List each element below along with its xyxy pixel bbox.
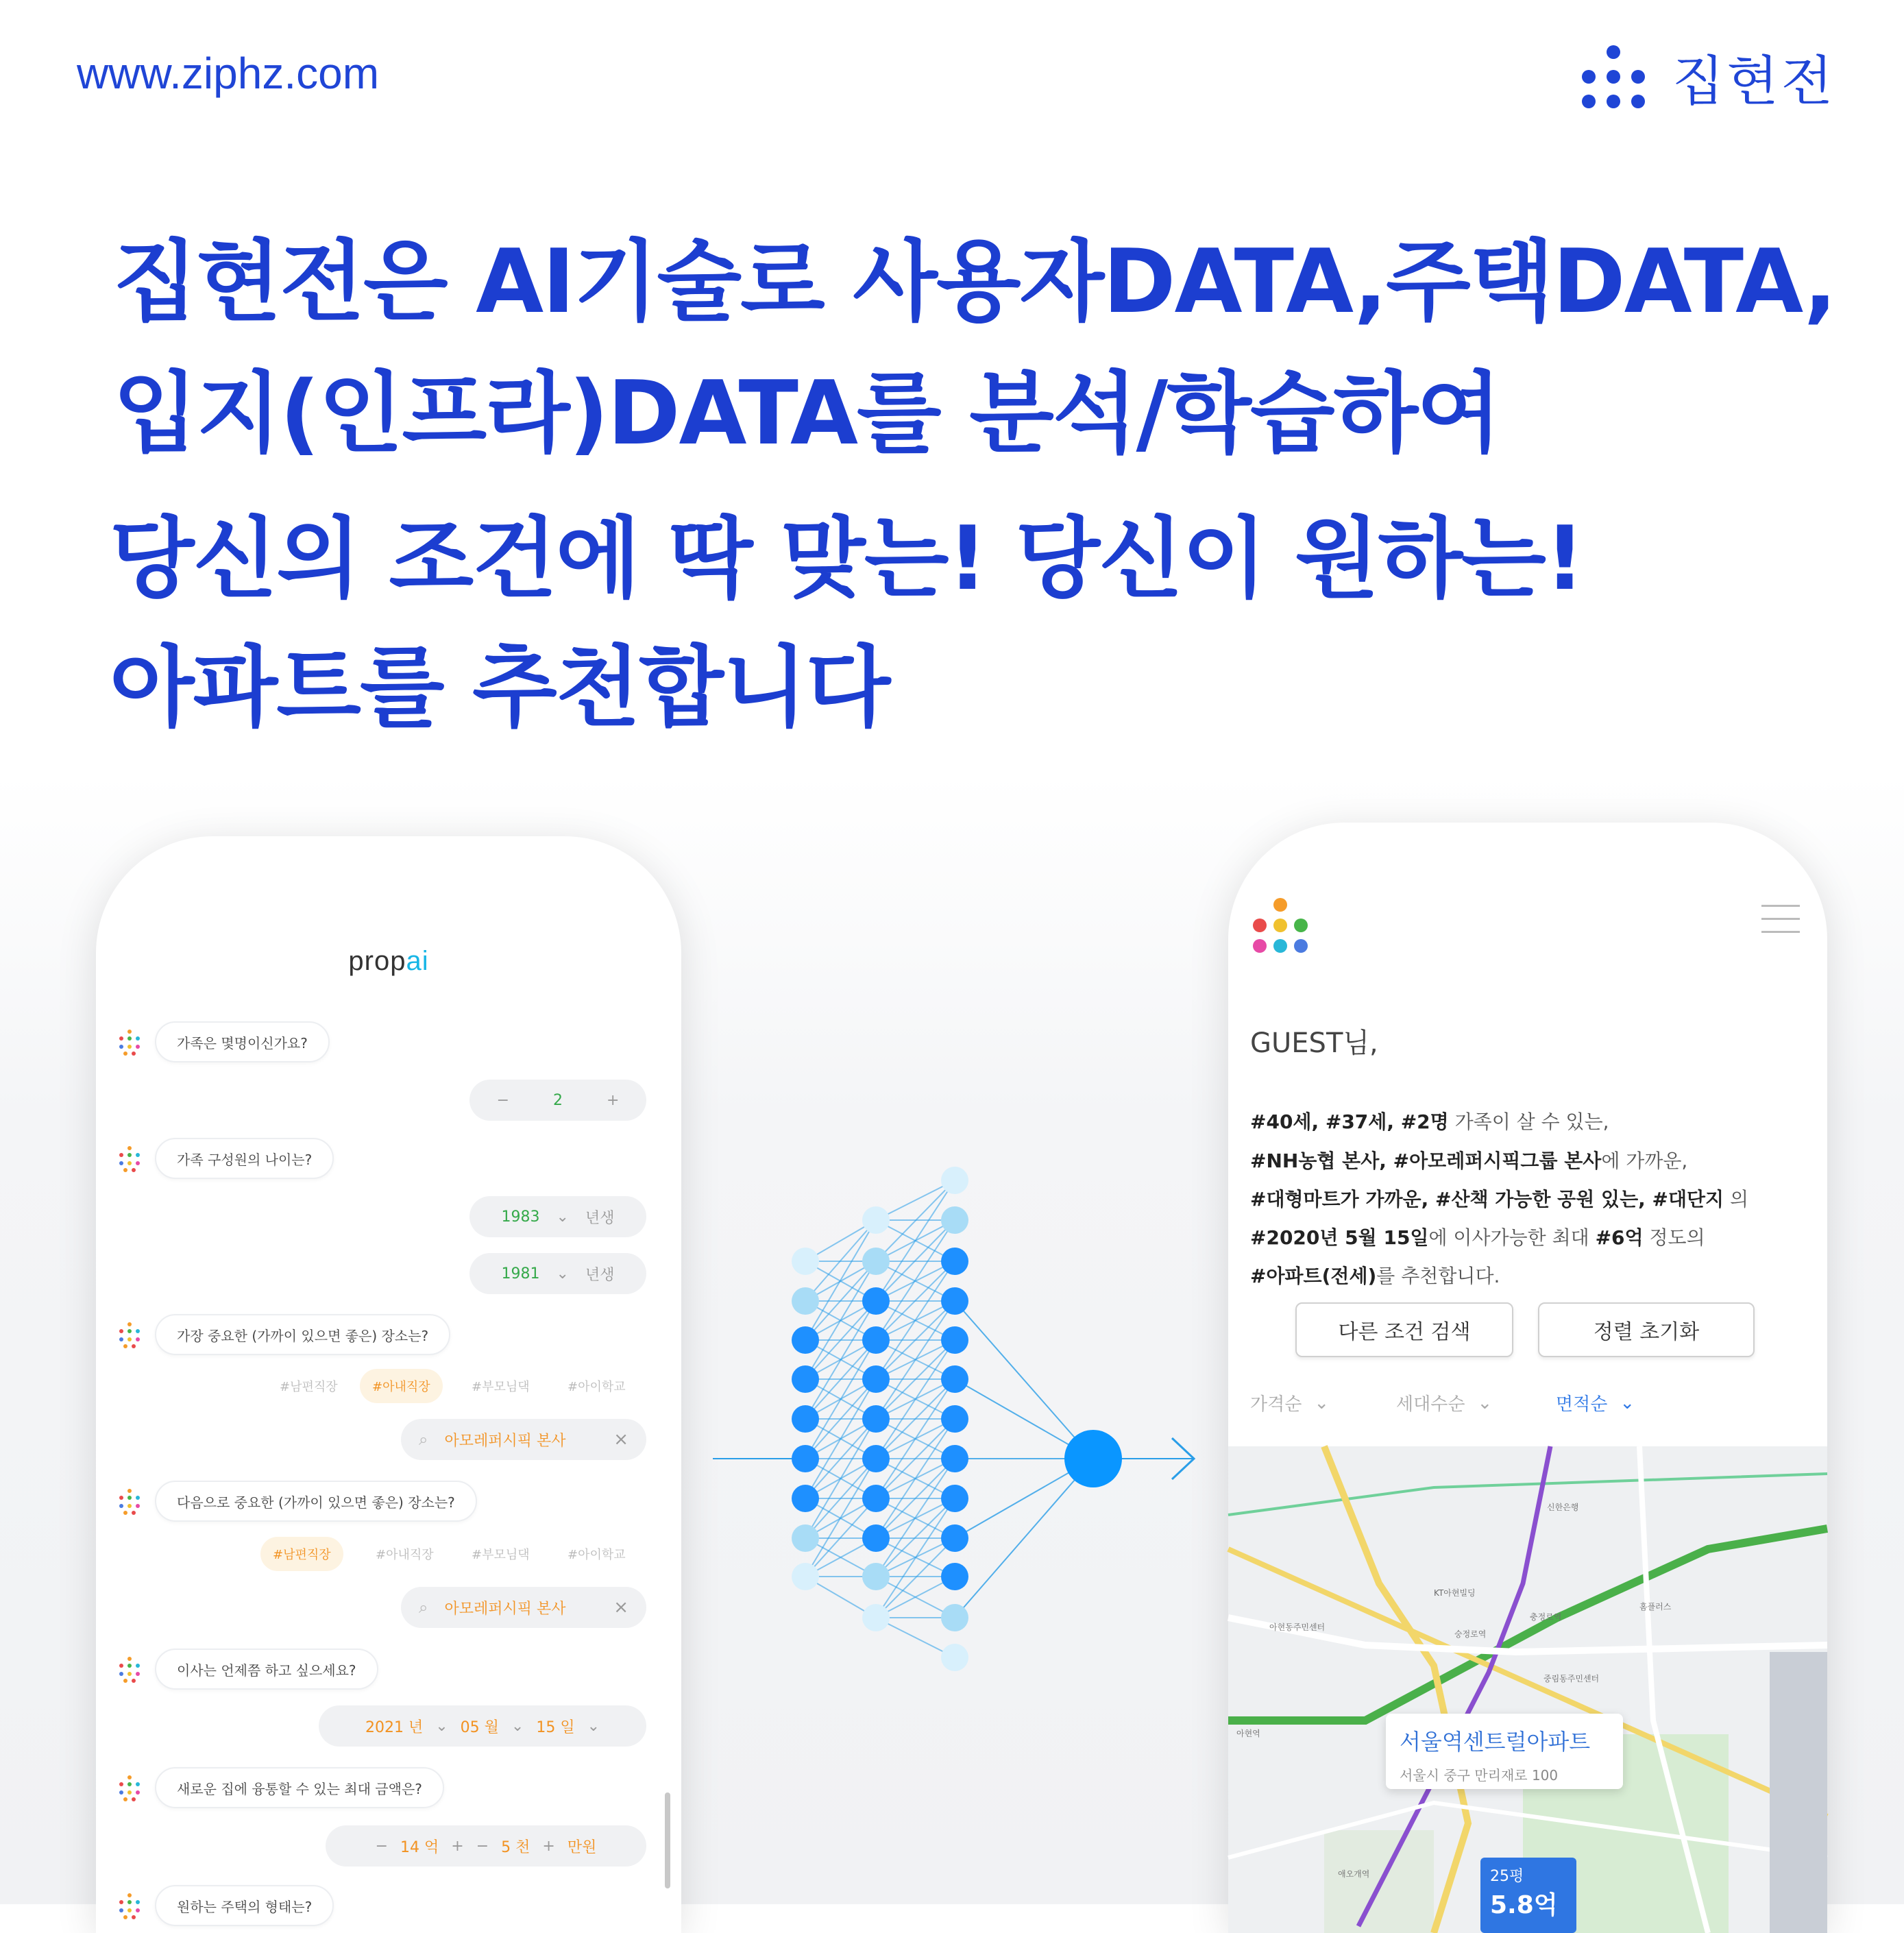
chevron-down-icon: ⌄ — [1477, 1392, 1493, 1413]
bot-icon — [117, 1892, 144, 1919]
tag-parents-home[interactable]: #부모님댁 — [472, 1380, 530, 1394]
sort-area[interactable]: 면적순 ⌄ — [1556, 1392, 1635, 1415]
bot-icon — [117, 1028, 144, 1056]
brand-name: 집현전 — [1672, 51, 1835, 112]
map-label: 충정로역 — [1530, 1612, 1562, 1622]
network-node — [792, 1287, 819, 1315]
tag-wife-work[interactable]: #아내직장 — [376, 1548, 434, 1562]
chevron-down-icon: ⌄ — [511, 1717, 524, 1735]
output-node — [1064, 1430, 1122, 1487]
network-node — [792, 1365, 819, 1393]
network-node — [862, 1248, 890, 1275]
network-node — [862, 1405, 890, 1433]
headline-line-1: 집현전은 AI기술로 사용자DATA,주택DATA, — [113, 231, 1836, 333]
dots-logo-icon — [1579, 42, 1655, 111]
sort-households[interactable]: 세대수순 ⌄ — [1396, 1392, 1493, 1415]
app-logo-icon — [1253, 898, 1308, 953]
chevron-down-icon: ⌄ — [587, 1717, 600, 1735]
bot-icon — [117, 1487, 144, 1515]
map-label: 아현동주민센터 — [1269, 1622, 1326, 1632]
network-node — [792, 1248, 819, 1275]
bot-icon — [117, 1655, 144, 1683]
apartment-info-card[interactable] — [1386, 1714, 1623, 1789]
greeting: GUEST님, — [1250, 1028, 1378, 1059]
chevron-down-icon: ⌄ — [556, 1265, 569, 1282]
chat-question: 가족 구성원의 나이는? — [117, 1138, 334, 1179]
reset-sort-button[interactable]: 정렬 초기화 — [1538, 1302, 1755, 1357]
neural-network-diagram — [713, 1062, 1206, 1611]
place-search-1[interactable]: ⌕ 아모레퍼시픽 본사 × — [401, 1419, 646, 1460]
network-node — [941, 1167, 968, 1194]
menu-icon[interactable] — [1761, 905, 1800, 944]
network-node — [862, 1365, 890, 1393]
apartment-name: 서울역센트럴아파트 — [1400, 1729, 1591, 1755]
family-count-stepper[interactable] — [469, 1080, 646, 1121]
move-date-select[interactable]: 2021 년 ⌄ 05 월 ⌄ 15 일 ⌄ — [319, 1705, 646, 1747]
tag-husband-work[interactable]: #남편직장 — [280, 1380, 338, 1394]
other-condition-search-button[interactable]: 다른 조건 검색 — [1295, 1302, 1513, 1357]
chat-question: 가족은 몇명이신가요? — [117, 1021, 330, 1062]
network-node — [862, 1563, 890, 1590]
rec-line: #2020년 5월 15일에 이사가능한 최대 #6억 정도의 — [1250, 1226, 1705, 1249]
network-node — [862, 1485, 890, 1512]
budget-stepper[interactable]: − 14 억 + − 5 천 + 만원 — [326, 1825, 646, 1867]
network-node — [862, 1287, 890, 1315]
map-label: KT아현빌딩 — [1434, 1588, 1476, 1598]
chevron-down-icon: ⌄ — [435, 1717, 448, 1735]
brand-logo — [1579, 38, 1835, 115]
tag-child-school[interactable]: #아이학교 — [567, 1380, 626, 1394]
map-label: 애오개역 — [1338, 1869, 1370, 1879]
age-select-2[interactable]: 1981 ⌄ 년생 — [469, 1253, 646, 1294]
plus-icon[interactable]: + — [542, 1837, 555, 1855]
bot-icon — [117, 1145, 144, 1172]
network-node — [941, 1445, 968, 1472]
network-node — [862, 1604, 890, 1631]
map-label: 홈플러스 — [1639, 1602, 1672, 1612]
bot-icon — [117, 1321, 144, 1348]
close-icon[interactable]: × — [613, 1597, 628, 1618]
sort-price[interactable]: 가격순 ⌄ — [1250, 1392, 1330, 1415]
network-node — [862, 1326, 890, 1354]
rec-line: #NH농협 본사, #아모레퍼시픽그룹 본사에 가까운, — [1250, 1150, 1688, 1172]
map-label: 중림동주민센터 — [1543, 1674, 1600, 1683]
minus-icon[interactable]: − — [476, 1837, 489, 1855]
tag-husband-work[interactable]: #남편직장 — [260, 1537, 343, 1571]
network-node — [862, 1206, 890, 1234]
chat-scrollbar[interactable] — [665, 1792, 670, 1888]
network-node — [941, 1405, 968, 1433]
search-icon: ⌕ — [419, 1598, 428, 1617]
price-marker[interactable]: 25평 5.8억 — [1480, 1858, 1576, 1933]
network-node — [941, 1248, 968, 1275]
chevron-down-icon: ⌄ — [1314, 1392, 1330, 1413]
chevron-down-icon: ⌄ — [556, 1208, 569, 1226]
propai-logo: propai — [348, 946, 429, 976]
minus-icon[interactable]: − — [496, 1091, 509, 1109]
map-label: 숭정로역 — [1454, 1629, 1487, 1639]
tag-wife-work[interactable]: #아내직장 — [360, 1369, 443, 1403]
network-node — [862, 1524, 890, 1552]
result-phone — [1228, 823, 1827, 1933]
network-node — [792, 1326, 819, 1354]
close-icon[interactable]: × — [613, 1429, 628, 1450]
headline-line-3: 당신의 조건에 딱 맞는! 당신이 원하는! — [110, 508, 1584, 610]
network-node — [941, 1563, 968, 1590]
place-search-2[interactable]: ⌕ 아모레퍼시픽 본사 × — [401, 1587, 646, 1628]
network-node — [862, 1445, 890, 1472]
headline-line-2: 입지(인프라)DATA를 분석/학습하여 — [113, 363, 1500, 465]
network-node — [792, 1445, 819, 1472]
headline-line-4: 아파트를 추천합니다 — [110, 637, 890, 739]
network-node — [941, 1604, 968, 1631]
age-select-1[interactable]: 1983 ⌄ 년생 — [469, 1196, 646, 1237]
chat-question: 원하는 주택의 형태는? — [117, 1885, 334, 1926]
apartment-address: 서울시 중구 만리재로 100 — [1400, 1767, 1559, 1784]
minus-icon[interactable]: − — [375, 1837, 389, 1855]
network-node — [941, 1644, 968, 1671]
network-node — [941, 1206, 968, 1234]
network-node — [792, 1485, 819, 1512]
site-url[interactable]: www.ziphz.com — [77, 49, 379, 98]
network-node — [941, 1524, 968, 1552]
map-label: 아현역 — [1236, 1729, 1260, 1738]
bot-icon — [117, 1774, 144, 1801]
network-node — [941, 1326, 968, 1354]
chat-question: 새로운 집에 융통할 수 있는 최대 금액은? — [117, 1767, 444, 1808]
network-node — [941, 1365, 968, 1393]
family-count-value: 2 — [553, 1091, 563, 1109]
network-node — [792, 1524, 819, 1552]
network-node — [792, 1405, 819, 1433]
chevron-down-icon: ⌄ — [1620, 1392, 1635, 1413]
tag-parents-home[interactable]: #부모님댁 — [472, 1548, 530, 1562]
chat-question: 이사는 언제쯤 하고 싶으세요? — [117, 1649, 378, 1690]
map-label: 신한은행 — [1547, 1503, 1579, 1512]
showcase-scene — [0, 775, 1904, 1919]
chat-question: 다음으로 중요한 (가까이 있으면 좋은) 장소는? — [117, 1481, 477, 1522]
network-node — [941, 1287, 968, 1315]
network-node — [792, 1563, 819, 1590]
rec-line: #대형마트가 가까운, #산책 가능한 공원 있는, #대단지 의 — [1250, 1188, 1749, 1211]
rec-line: #40세, #37세, #2명 가족이 살 수 있는, — [1250, 1110, 1609, 1133]
network-node — [941, 1485, 968, 1512]
map-view[interactable] — [1228, 1446, 1827, 1933]
rec-line: #아파트(전세)를 추천합니다. — [1250, 1265, 1500, 1287]
chat-question: 가장 중요한 (가까이 있으면 좋은) 장소는? — [117, 1314, 450, 1355]
search-icon: ⌕ — [419, 1430, 428, 1449]
chat-phone — [96, 836, 681, 1933]
plus-icon[interactable]: + — [451, 1837, 464, 1855]
tag-child-school[interactable]: #아이학교 — [567, 1548, 626, 1562]
plus-icon[interactable]: + — [607, 1091, 620, 1109]
